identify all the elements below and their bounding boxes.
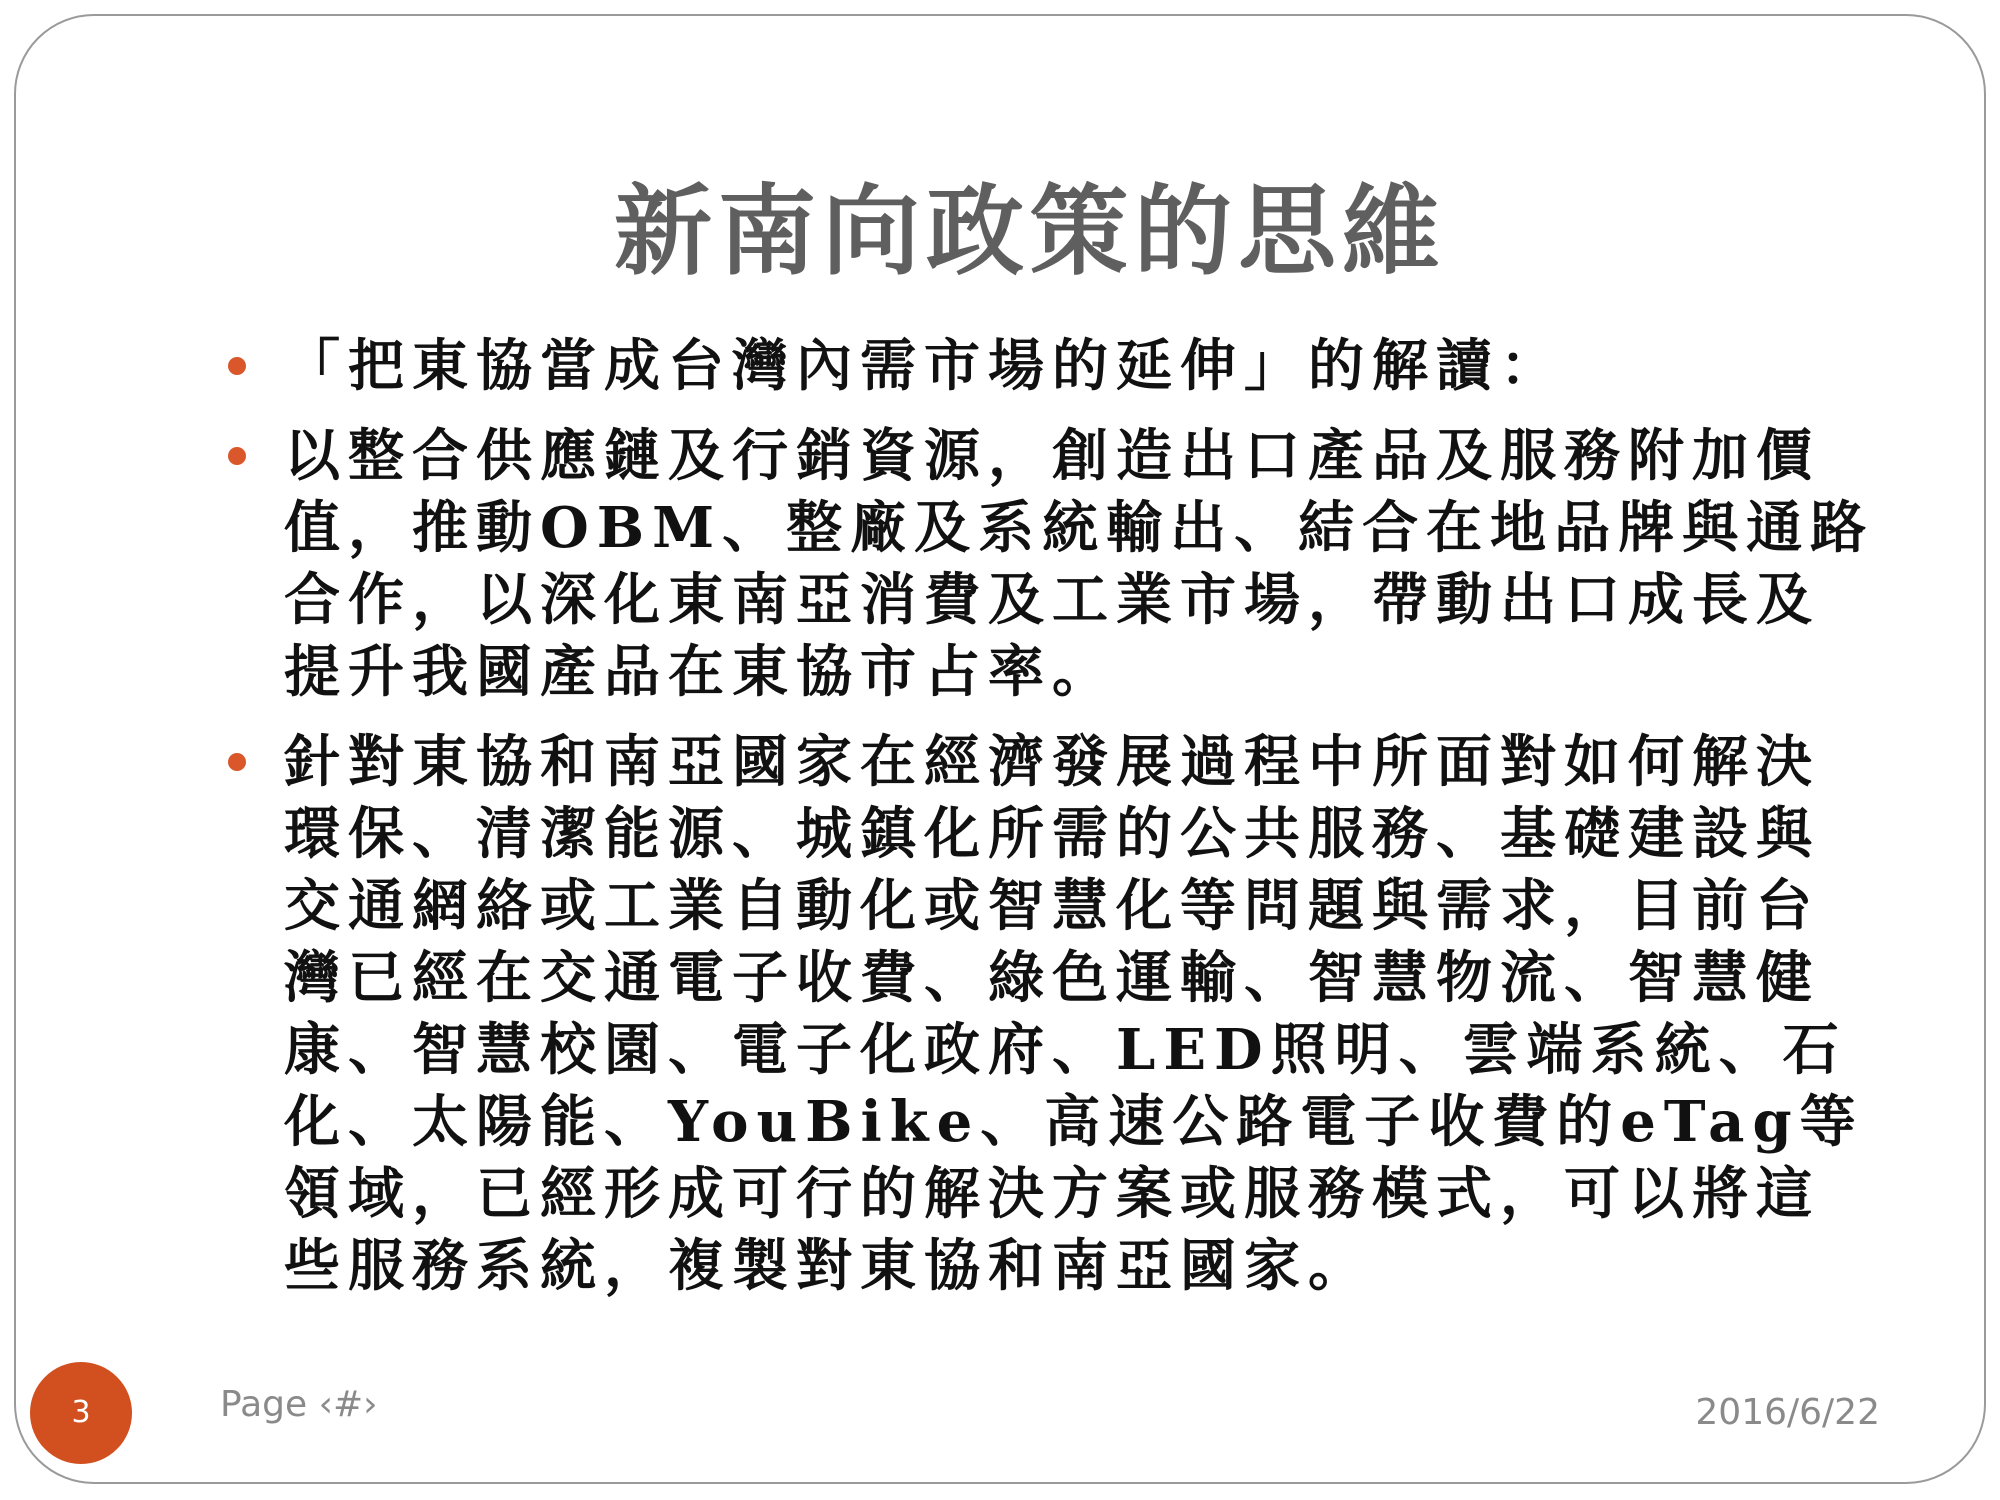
footer-date: 2016/6/22 [1695,1392,1880,1433]
bullet-list [228,330,1878,1320]
bullet-item-2 [228,420,1878,708]
slide-title: 新南向政策的思維 [613,174,1446,289]
page-number-badge: 3 [30,1362,132,1464]
footer-page-label: Page ‹#› [220,1384,378,1425]
bullet-text-3: 針對東協和南亞國家在經濟發展過程中所面對如何解決環保、清潔能源、城鎮化所需的公共服務、基礎建設與交通網絡或工業自動化或智慧化等問題與需求，目前台灣已經在交通電子收費、綠色運輸、智慧物流、智慧健康、智慧校園、電子化政府、LED照明、雲端系統、石化、太陽能、YouBike、高速公路電子收費的eTag等領域，已經形成可行的解決方案或服務模式，可以將這些服務系統，複製對東協和南亞國家。 [284,729,1864,1299]
bullet-dot-icon [228,447,246,465]
bullet-item-1 [228,330,1878,402]
bullet-item-3 [228,726,1878,1302]
bullet-text-1: 「把東協當成台灣內需市場的延伸」的解讀： [284,333,1564,399]
bullet-text-2: 以整合供應鏈及行銷資源，創造出口產品及服務附加價值，推動OBM、整廠及系統輸出、結合在地品牌與通路合作，以深化東南亞消費及工業市場，帶動出口成長及提升我國產品在東協市占率。 [284,423,1875,705]
bullet-dot-icon [228,357,246,375]
bullet-dot-icon [228,753,246,771]
